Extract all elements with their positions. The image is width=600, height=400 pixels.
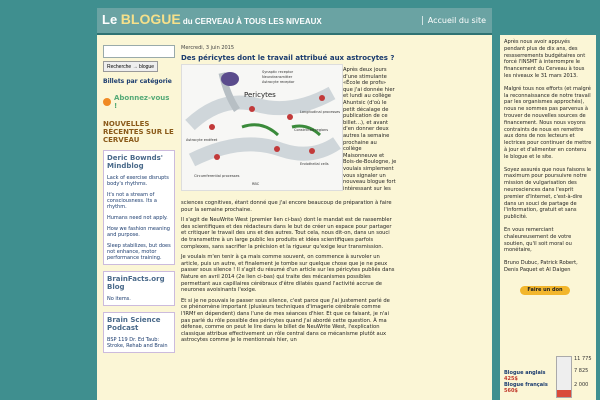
list-item[interactable]: Humans need not apply. (107, 215, 168, 221)
panel-title[interactable]: Deric Bownds' Mindblog (107, 154, 163, 170)
thermo-mark: 11 775 (574, 356, 592, 362)
post-body (181, 200, 396, 348)
list-item[interactable]: Sleep stabilizes, but does not enhance, motor performance training. (107, 243, 171, 261)
post-intro: Après deux jours d'une stimulante «École de profs» que j'ai donnée hier et lundi au collège Ahuntsic (d'où le petit décalage de publication de ce billet…), et avant d'en donner deux autres la semaine prochaine au collège Maisonneuve et Bois-de-Boulogne, je voulais simplement vous signaler un nouveau blogue fort intéressant sur les (343, 67, 397, 192)
panel-title[interactable]: BrainFacts.org Blog (107, 275, 165, 291)
right-sidebar (500, 35, 596, 400)
figure-label: RBC (252, 182, 260, 186)
french-blog-label: Blogue français (504, 382, 548, 388)
french-blog-value: 560$ (504, 388, 518, 394)
thermometer-fill (557, 390, 571, 397)
podcast-panel (103, 312, 175, 353)
signature: Bruno Dubuc, Patrick Robert, Denis Paquet et Al Daigen (504, 260, 578, 273)
list-item[interactable]: How we fashion meaning and purpose. (107, 226, 170, 238)
english-blog-label: Blogue anglais (504, 370, 546, 376)
post-date: Mercredi, 3 juin 2015 (181, 45, 235, 51)
figure-label: Endothelial cells (300, 162, 329, 166)
english-blog-value: 425$ (504, 376, 518, 382)
left-sidebar (103, 45, 175, 353)
paragraph: Et si je ne pouvais le passer sous silence, c'est parce que j'ai justement parlé de ce phénomène important (plusieurs techniques d'imagerie cérébrale comme l'IRMf en dépendent) dans l'une de mes séances d'hier. Et que ce faisant, je n'ai pas parlé du rôle possible des péricytes quand j'ai abordé cette question. À ma défense, comme on peut le lire dans le billet de NeuWrite West, l'explication classique attribue effectivement un rôle central dans ce mécanisme plutôt aux astrocytes comme je le mentionnais hier, un (181, 297, 390, 344)
site-header (97, 8, 492, 35)
home-link[interactable]: Accueil du site (422, 16, 486, 25)
figure-title: Pericytes (244, 91, 276, 99)
donation-thermometer (556, 356, 572, 398)
list-item[interactable]: It's not a stream of consciousness. Its a rhythm. (107, 192, 157, 210)
figure-label: Astrocyte endfeet (186, 138, 218, 142)
figure-label: Constricted regions (294, 128, 329, 132)
donate-button[interactable]: Faire un don (520, 286, 570, 295)
funding-paragraph: En vous remerciant chaleureusement de votre soutien, qu'il soit moral ou monétaire, (504, 226, 572, 254)
panel-title[interactable]: Brain Science Podcast (107, 316, 161, 332)
pericytes-illustration (182, 65, 342, 190)
paragraph: Il s'agit de NeuWrite West (premier lien ci-bas) dont le mandat est de rassembler des scientifiques et des rédacteurs dans le but de créer un espace pour partager et critiquer le travail des uns et des autres. Tout cela, nous dit-on, dans un souci de transmettre à un large public les produits et idées scientifiques parfois complexes, sans sacrifier la précision et la rigueur qu'exige leur transmission. (181, 217, 392, 250)
search-input[interactable] (103, 45, 175, 58)
funding-paragraph: Malgré tous nos efforts (et malgré la reconnaissance de notre travail par les organismes approchés), nous ne sommes pas parvenus à trouver de nouvelles sources de financement. Nous nous voyons contraints de nous en remettre aux dons de nos lecteurs et lectrices pour continuer de mettre à jour et d'alimenter en contenu le blogue et le site. (504, 85, 592, 160)
news-heading: NOUVELLES RÉCENTES SUR LE CERVEAU (103, 120, 174, 144)
post-title[interactable]: Des péricytes dont le travail attribué aux astrocytes ? (181, 54, 395, 62)
rss-subscribe[interactable]: Abonnez-vous ! (103, 94, 175, 110)
list-item[interactable]: BSP 119 Dr. Ed Taub: Stroke, Rehab and Brain (107, 337, 168, 349)
figure-label: Circumferential processes (194, 174, 240, 178)
funding-paragraph: Soyez assurés que nous faisons le maximum pour poursuivre notre mission de vulgarisation des neurosciences dans l'esprit premier d'Internet, c'est-à-dire dans un souci de partage de l'information, gratuit et sans publicité. (504, 166, 592, 221)
list-item[interactable]: Lack of exercise disrupts body's rhythms. (107, 175, 169, 187)
categories-link[interactable]: Billets par catégorie (103, 78, 172, 85)
figure-label: Synaptic receptor (262, 70, 294, 74)
list-item: No items. (107, 296, 131, 302)
figure-label: Neurotransmitter (262, 75, 293, 79)
funding-paragraph: Après nous avoir appuyés pendant plus de dix ans, des ressserrements budgétaires ont forcé l'INSMT à interrompre le financement du Cerveau à tous les niveaux le 31 mars 2013. (504, 39, 586, 79)
paragraph: Je voulais m'en tenir à ça mais comme souvent, on commence à survoler un article, puis un autre, et finalement je tombe sur quelque chose que je ne peux passer sous silence ! Il s'agit du résumé d'un article sur les péricytes publiés dans Nature en avril 2014 (2e lien ci-bas) qui traite des mécanismes possibles permettant aux capillaires cérébraux d'être dilatés quand l'activité accrue de neurones avoisinants l'exige. (181, 254, 395, 294)
brainfacts-panel (103, 271, 175, 306)
thermo-mark: 7 825 (574, 368, 589, 374)
donation-counter (504, 356, 592, 394)
site-title[interactable]: Le BLOGUE du CERVEAU À TOUS LES NIVEAUX (102, 11, 322, 27)
mindblog-panel (103, 150, 175, 265)
figure-label: Longitudinal processes (300, 110, 341, 114)
main-content (181, 45, 487, 344)
figure-label: Astrocyte receptor (262, 80, 295, 84)
pericytes-figure[interactable] (181, 64, 343, 191)
search-button[interactable]: Recherche → blogue (103, 61, 158, 72)
thermo-mark: 2 000 (574, 382, 589, 388)
paragraph: sciences cognitives, étant donné que j'ai encore beaucoup de préparation à faire pour la semaine prochaine. (181, 200, 392, 213)
rss-icon (103, 98, 111, 106)
